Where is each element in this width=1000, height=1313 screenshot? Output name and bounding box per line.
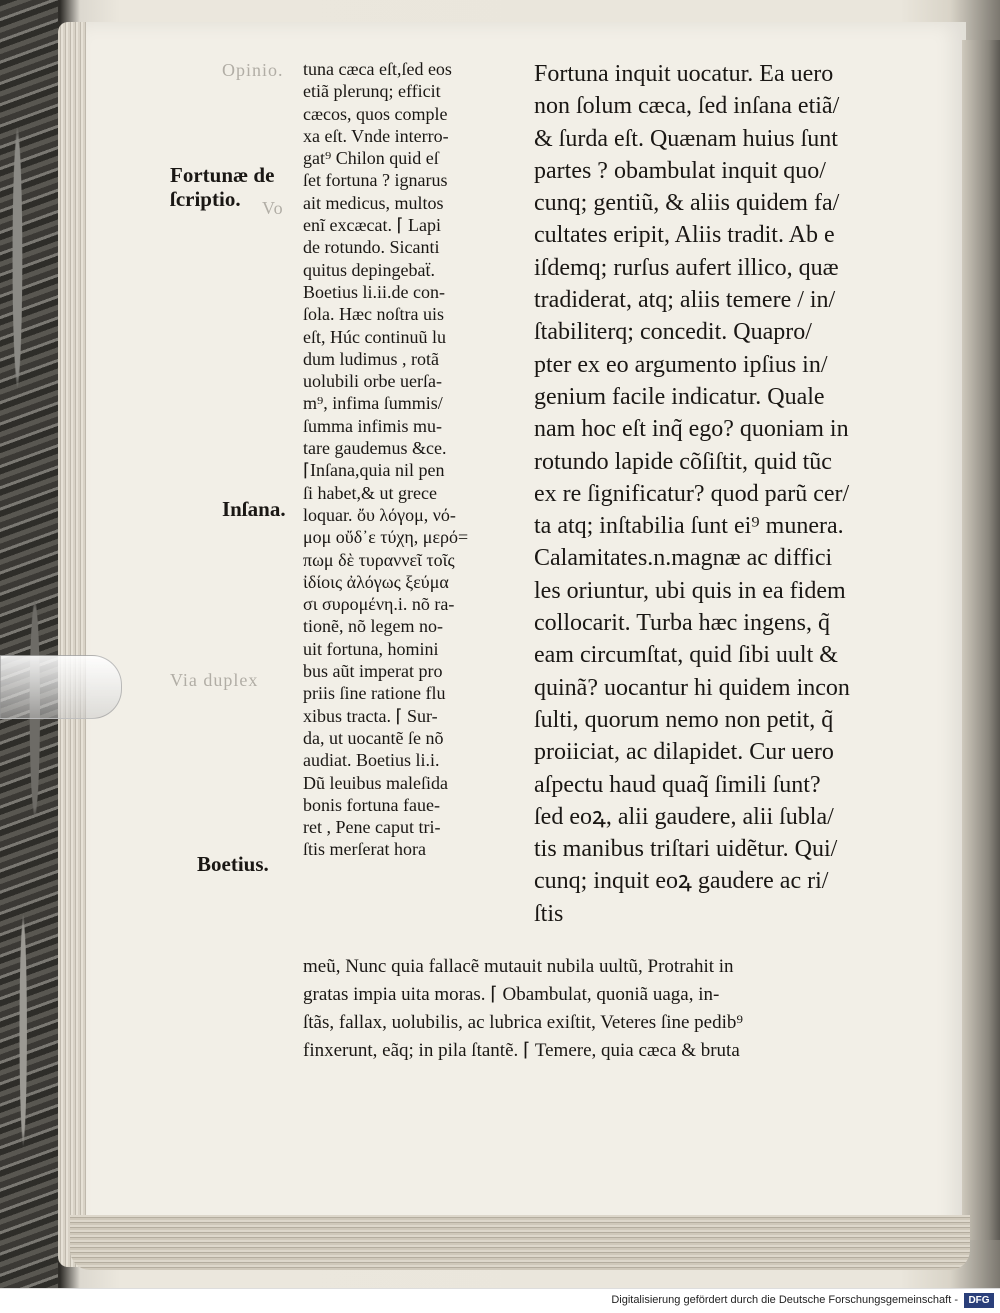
bleed-through-text: Vo (262, 198, 284, 218)
text-line: tuna cæca eſt,ſed eos (303, 59, 452, 79)
page-edges-bottom (70, 1215, 970, 1270)
text-line: ſtãs, fallax, uolubilis, ac lubrica exiſtit, Veteres ſine pedib⁹ (303, 1012, 743, 1033)
text-line: ſtabiliterq; concedit. Quapro/ (534, 319, 812, 346)
text-line: aſpectu haud quaq̃ ſimili ſunt? (534, 771, 821, 798)
text-line: ſumma infimis mu- (303, 415, 442, 436)
full-width-text (303, 953, 743, 1065)
text-line: genium facile indicatur. Quale (534, 383, 825, 410)
text-line: Boetius li.ii.de con- (303, 281, 445, 302)
text-line: xa eſt. Vnde interro- (303, 125, 449, 146)
text-line: ſola. Hæc noſtra uis (303, 304, 444, 325)
text-line: ἰδίοις ἀλόγως ξεύμα (303, 571, 449, 592)
text-line: gat⁹ Chilon quid eſ (303, 148, 439, 169)
text-line: tionẽ, nõ legem no- (303, 616, 443, 637)
text-line: non ſolum cæca, ſed inſana etiã/ (534, 93, 840, 120)
text-line: xibus tracta. ⌈ Sur- (303, 705, 438, 726)
text-line: ſtis (534, 900, 564, 927)
text-line: rotundo lapide cõſiſtit, quid tũc (534, 448, 832, 475)
text-line: ſet fortuna ? ignarus (303, 170, 448, 191)
text-line: partes ? obambulat inquit quo/ (534, 157, 826, 184)
text-line: cunq; gentiũ, & aliis quidem fa/ (534, 190, 840, 217)
text-line: m⁹, infima ſummis/ (303, 393, 443, 414)
text-line: cunq; inquit eoꝝ gaudere ac ri/ (534, 868, 829, 895)
bleed-through-text: Via duplex (170, 670, 259, 690)
text-line: Calamitates.n.magnæ ac diffici (534, 545, 833, 572)
margin-note-boetius: Boetius. (197, 852, 269, 876)
margin-note-insana: Inſana. (222, 497, 286, 521)
bleed-through-text: Opinio. (222, 60, 284, 80)
text-line: ait medicus, multos (303, 192, 444, 213)
text-line: finxerunt, eãq; in pila ſtantẽ. ⌈ Temere, quia cæca & bruta (303, 1040, 740, 1061)
text-line: etiã plerunq; efficit (303, 81, 441, 102)
funding-credit: Digitalisierung gefördert durch die Deutsche Forschungsgemeinschaft - (611, 1294, 958, 1306)
text-line: da, ut uocantẽ ſe nõ (303, 727, 444, 748)
text-line: ſtis merſerat hora (303, 839, 426, 860)
main-text-column (534, 58, 850, 930)
text-line: & ſurda eſt. Quænam huius ſunt (534, 125, 838, 152)
text-line: iſdemq; rurſus aufert illico, quæ (534, 254, 839, 281)
text-line: gratas impia uita moras. ⌈ Obambulat, quoniã uaga, in- (303, 984, 720, 1005)
text-line: pter ex eo argumento ipſius in/ (534, 351, 828, 378)
footer-bar (0, 1288, 1000, 1313)
text-line: σι συρομένη.i. nõ ra- (303, 594, 455, 615)
text-line: loquar. ὄυ λόγομ, νό- (303, 504, 456, 525)
text-line: priis ſine ratione flu (303, 683, 446, 704)
text-line: quitus depingebaẗ. (303, 259, 435, 280)
text-line: cæcos, quos comple (303, 103, 448, 124)
text-line: les oriuntur, ubi quis in ea fidem (534, 577, 846, 604)
marbled-cover (0, 0, 58, 1288)
text-line: enĩ excæcat. ⌈ Lapi (303, 215, 441, 236)
text-line: ret , Pene caput tri- (303, 817, 441, 838)
text-line: audiat. Boetius li.i. (303, 750, 440, 771)
text-line: uolubili orbe uerſa- (303, 371, 442, 392)
text-line: proiiciat, ac dilapidet. Cur uero (534, 739, 834, 766)
text-line: nam hoc eſt inq̃ ego? quoniam in (534, 416, 849, 443)
text-line: meũ, Nunc quia fallacẽ mutauit nubila uultũ, Protrahit in (303, 956, 734, 977)
text-line: eam circumſtat, quid ſibi uult & (534, 642, 838, 669)
commentary-column (303, 58, 468, 861)
text-line: dum ludimus , rotã (303, 348, 439, 369)
text-line: tradiderat, atq; aliis temere / in/ (534, 287, 836, 314)
text-line: Fortuna inquit uocatur. Ea uero (534, 61, 834, 87)
text-line: πωμ δὲ τυραννεῖ τοῖς (303, 549, 455, 570)
text-line: tis manibus triſtari uidẽtur. Qui/ (534, 836, 838, 863)
text-line: ⌈Inſana,quia nil pen (303, 460, 445, 481)
text-line: cultates eripit, Aliis tradit. Ab e (534, 222, 835, 249)
margin-note-fortunae (170, 163, 274, 211)
dfg-logo: DFG (964, 1293, 994, 1308)
text-line: eſt, Húc continuũ lu (303, 326, 446, 347)
text-line: μομ οὔδ᾽ε τύχη, μερό= (303, 527, 469, 548)
text-line: ta atq; inſtabilia ſunt ei⁹ munera. (534, 513, 844, 540)
text-line: quinã? uocantur hi quidem incon (534, 674, 850, 701)
text-line: Dũ leuibus maleſida (303, 772, 448, 793)
text-line: ſed eoꝝ, alii gaudere, alii ſubla/ (534, 803, 834, 830)
margin-note-line: Fortunæ de (170, 163, 275, 187)
margin-note-line: ſcriptio. (170, 187, 241, 211)
text-line: bus aũt imperat pro (303, 661, 443, 682)
text-line: ſi habet,& ut grece (303, 482, 437, 503)
text-line: ex re ſignificatur? quod parũ cer/ (534, 480, 850, 507)
text-line: tare gaudemus &ce. (303, 438, 447, 459)
text-line: collocarit. Turba hæc ingens, q̃ (534, 610, 830, 637)
text-line: ſulti, quorum nemo non petit, q̃ (534, 706, 834, 733)
page-edges-left (58, 22, 88, 1267)
text-line: uit fortuna, homini (303, 638, 439, 659)
page-clamp (0, 655, 122, 719)
text-line: de rotundo. Sicanti (303, 237, 440, 258)
text-line: bonis fortuna faue- (303, 794, 440, 815)
page-edges-right (962, 40, 1000, 1240)
